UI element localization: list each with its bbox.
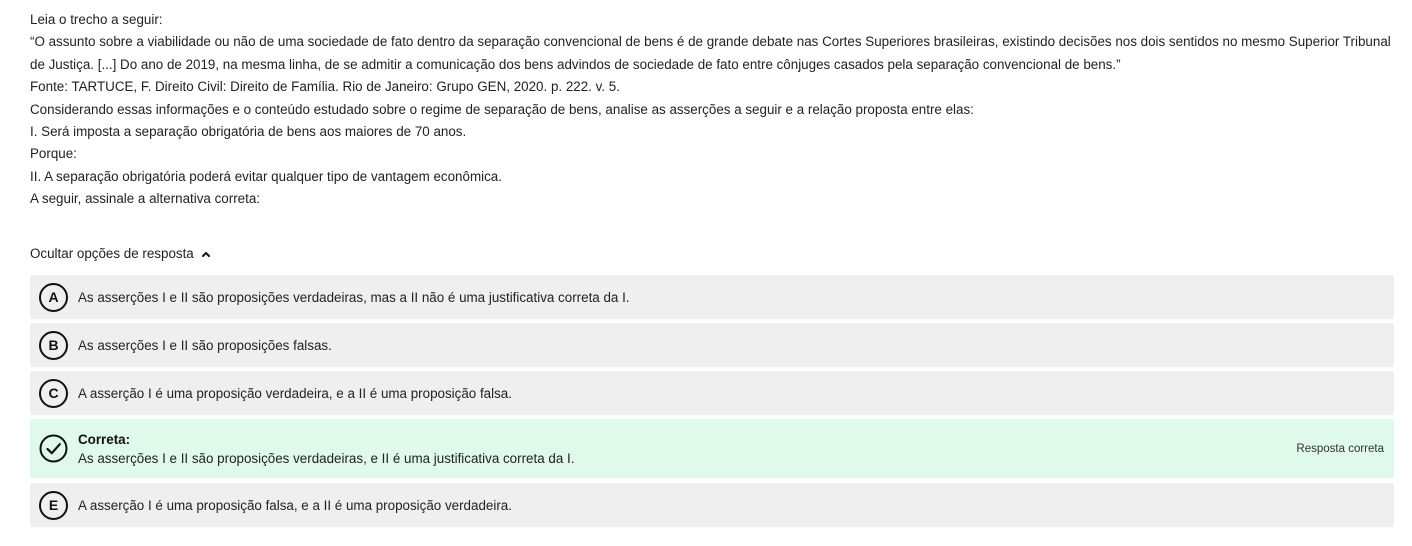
option-letter-e: E (39, 491, 68, 520)
assertion-two: II. A separação obrigatória poderá evitar qualquer tipo de vantagem econômica. (30, 168, 502, 184)
option-a[interactable] (30, 275, 1394, 319)
option-letter-c: C (39, 379, 68, 408)
assertion-one: I. Será imposta a separação obrigatória de bens aos maiores de 70 anos. (30, 124, 467, 140)
correct-option-body (78, 432, 574, 466)
option-b[interactable] (30, 323, 1394, 367)
question-instruction: Considerando essas informações e o conteúdo estudado sobre o regime de separação de bens, analise as asserções a seguir e a relação proposta entre elas: (30, 101, 974, 117)
assertion-connector: Porque: (30, 146, 77, 162)
correct-status-label: Correta: (78, 431, 131, 447)
chevron-up-icon (200, 248, 212, 260)
option-text-d: As asserções I e II são proposições verdadeiras, e II é uma justificativa correta da I. (78, 450, 575, 466)
question-prompt: A seguir, assinale a alternativa correta: (30, 191, 261, 207)
option-c[interactable] (30, 371, 1394, 415)
option-e[interactable] (30, 483, 1394, 527)
hide-options-toggle[interactable] (30, 246, 212, 261)
correct-answer-tag: Resposta correta (1296, 442, 1384, 455)
option-letter-a: A (39, 283, 68, 312)
option-text-a: As asserções I e II são proposições verdadeiras, mas a II não é uma justificativa correta da I. (78, 289, 630, 305)
option-d-correct[interactable] (30, 419, 1394, 478)
question-statement (30, 0, 1394, 211)
check-circle-icon (39, 434, 68, 463)
question-source: Fonte: TARTUCE, F. Direito Civil: Direito de Família. Rio de Janeiro: Grupo GEN, 2020. p. 222. v. 5. (30, 79, 620, 95)
question-quote: “O assunto sobre a viabilidade ou não de uma sociedade de fato dentro da separação convencional de bens é de grande debate nas Cortes Superiores brasileiras, existindo decisões nos dois sentidos no mesmo Superior Tribunal de Justiça. [...] Do ano de 2019, na mesma linha, de se admitir a comunicação dos bens advindos de sociedade de fato entre cônjuges casados pela separação convencional de bens.” (30, 34, 1391, 72)
question-intro: Leia o trecho a seguir: (30, 12, 163, 27)
option-letter-b: B (39, 331, 68, 360)
hide-options-label: Ocultar opções de resposta (30, 246, 194, 261)
answer-options (30, 275, 1394, 531)
option-text-b: As asserções I e II são proposições falsas. (78, 337, 332, 353)
option-text-e: A asserção I é uma proposição falsa, e a II é uma proposição verdadeira. (78, 497, 512, 513)
option-text-c: A asserção I é uma proposição verdadeira, e a II é uma proposição falsa. (78, 385, 512, 401)
